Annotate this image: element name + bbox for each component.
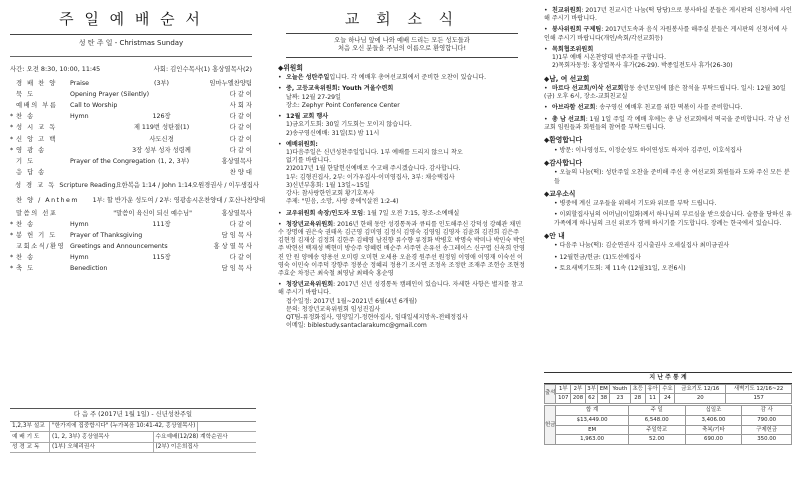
bullet-icon: • xyxy=(554,200,560,208)
bullet-icon: • xyxy=(544,115,548,123)
next-week-cell: "한가지에 집중합시다" (누가복음 10:41-42, 홍상열목사) xyxy=(50,422,198,432)
next-week-row xyxy=(10,443,256,454)
bullet-icon: • xyxy=(278,74,282,82)
worship-order-row xyxy=(10,112,252,123)
attendance-value: 28 xyxy=(630,394,645,404)
order-label: 응 답 송 xyxy=(16,168,46,176)
order-leader: 홍상열목사 xyxy=(221,157,252,165)
order-leader: 사 회 자 xyxy=(229,102,252,110)
worship-order-row xyxy=(10,208,252,219)
news-item-text: : 2017년도속과 음식 자원봉사를 해주실 분들은 게시판의 신청서에 사인해 주시기 바랍니다(개인/속회/각선교회등) xyxy=(544,26,788,42)
standing-mark: * xyxy=(10,221,14,229)
worship-order-column xyxy=(0,0,266,486)
bullet-icon: • xyxy=(544,45,548,53)
order-english: Greetings and Announcements xyxy=(70,243,168,251)
greeting-line-2: 처음 오신 분들을 주님의 이름으로 환영합니다! xyxy=(337,45,467,53)
attendance-value: 24 xyxy=(660,394,675,404)
order-english: Call to Worship xyxy=(70,102,118,110)
order-detail: 3장 성부 성자 성령께 xyxy=(132,146,191,154)
welcome-greeting xyxy=(286,33,518,58)
next-week-cell: 성 경 교 독 xyxy=(10,443,50,453)
welcome-heading: ◆환영합니다 xyxy=(544,136,583,145)
offering-value: 690.00 xyxy=(685,435,742,445)
order-detail: (1, 2, 3부) xyxy=(158,157,190,165)
news-item xyxy=(544,7,792,23)
welcome-visitors: • 방문: 이나영성도, 이정순성도 하이연성도 하지아 김주민, 이호석집사 xyxy=(554,146,742,154)
worship-order-row xyxy=(10,90,252,101)
last-week-stats xyxy=(544,372,792,445)
attendance-header: 새벽기도 12/16~22 xyxy=(726,384,792,394)
news-item xyxy=(278,210,526,218)
news-item xyxy=(544,85,792,101)
bullet-icon: • xyxy=(278,113,282,121)
order-label: 경 배 찬 양 xyxy=(16,80,57,88)
news-item xyxy=(278,85,526,110)
offering-header: 축복/기타 xyxy=(685,425,742,435)
offering-value: 350.00 xyxy=(742,435,792,445)
news-item xyxy=(544,116,792,132)
order-detail: 126장 xyxy=(152,113,171,121)
member-news-item xyxy=(544,200,792,208)
order-leader: 오원경권사 / 이두생집사 xyxy=(192,181,259,189)
offering-header: 주 일 xyxy=(628,406,685,416)
news-item-subline: 1)다음주일은 신년성찬주일입니다. 1부 예배를 드리지 않으니 착오 xyxy=(286,148,463,156)
mission-news-list xyxy=(544,85,792,132)
order-leader: 다 같 이 xyxy=(229,146,252,154)
order-leader: 찬 양 대 xyxy=(229,168,252,176)
news-item-label: 마르다 선교회/이삭 선교회 xyxy=(552,85,624,93)
thanks-text: • 오늘의 나눔(떡): 성탄주일 오찬을 준비해 주신 총 여선교회 회원들과 도와 주신 모든 분들 xyxy=(554,169,790,185)
bullet-icon: • xyxy=(278,85,282,93)
news-item-subline: 1부: 김형진집사, 2부: 이가우집사·이미영집사, 3부: 채승택집사 xyxy=(286,173,455,181)
news-item-text: : 1월 7일 오전 7:15, 창조-소예배실 xyxy=(363,209,460,217)
next-week-cell: (1, 2, 3부) 홍상열목사 xyxy=(50,432,154,442)
attendance-value: 208 xyxy=(571,394,586,404)
news-item-subline: 2)송구영신예배: 31일(토) 밤 11시 xyxy=(286,129,380,137)
order-english: Hymn xyxy=(70,221,89,229)
member-news-heading: ◆교우소식 xyxy=(544,189,576,198)
attendance-value: 20 xyxy=(675,394,726,404)
attendance-header: 수요 xyxy=(660,384,675,394)
order-label: 성 시 교 독 xyxy=(16,124,57,132)
guide-item xyxy=(544,265,792,273)
member-news-item-text: 병중에 계신 교우들을 위해서 기도와 위로를 부탁 드립니다. xyxy=(559,200,717,208)
attendance-value: 23 xyxy=(610,394,631,404)
news-item-subline: 날짜: 12월 27-29일 xyxy=(286,93,341,101)
news-item-text: 합동 송년모임에 많은 참석을 부탁드립니다. 일시: 12월 30일(금) 오후 6시, 장소-교회친교실 xyxy=(544,85,786,101)
order-english: Scripture Reading xyxy=(59,181,116,189)
order-english: Praise xyxy=(70,80,90,88)
worship-order-row xyxy=(10,178,259,193)
attendance-header: 2부 xyxy=(571,384,586,394)
bullet-icon: • xyxy=(554,253,560,261)
news-item-label: 예배위원회: xyxy=(286,140,318,148)
next-week-cell: 수요예배(12/28) 계학순권사 xyxy=(155,433,228,440)
news-item-text: 입니다. 각 예배후 총여선교회에서 준비한 오찬이 있습니다. xyxy=(329,74,487,82)
attendance-value: 107 xyxy=(556,394,571,404)
order-detail: 요한복음 1:14 / John 1:14 xyxy=(115,181,192,189)
mission-heading: ◆남, 여 선교회 xyxy=(544,74,590,83)
order-leader: 시온찬양대 / 호산나찬양대 xyxy=(192,196,266,204)
order-leader: 다 같 이 xyxy=(229,135,252,143)
offering-header: 구제헌금 xyxy=(742,425,792,435)
news-item xyxy=(278,74,526,82)
next-week-row xyxy=(10,432,256,443)
offering-header: 십일조 xyxy=(685,406,742,416)
worship-order-row xyxy=(10,264,252,275)
order-leader: 다 같 이 xyxy=(229,221,252,229)
guide-heading: ◆안 내 xyxy=(544,231,565,240)
offering-value: 1,963.00 xyxy=(556,435,628,445)
committee-news-continued xyxy=(544,7,792,71)
offering-header: 주일학교 xyxy=(628,425,685,435)
order-english: Opening Prayer (Silently) xyxy=(70,91,150,99)
attendance-header: 초등 xyxy=(630,384,645,394)
next-week-row xyxy=(10,422,256,433)
service-time-row xyxy=(10,65,252,73)
order-leader: 다 같 이 xyxy=(229,254,252,262)
bullet-icon: • xyxy=(544,104,548,112)
order-label: 신 앙 고 백 xyxy=(16,135,57,143)
order-detail: 사도신경 xyxy=(149,135,174,143)
attendance-value: 62 xyxy=(585,394,598,404)
news-item xyxy=(278,141,526,207)
standing-mark: * xyxy=(10,146,14,154)
offering-value: $13,449.00 xyxy=(556,415,628,425)
order-label: 성 경 교 독 xyxy=(14,181,56,189)
worship-order-row xyxy=(10,193,266,208)
worship-order-title: 주 일 예 배 순 서 xyxy=(59,10,203,28)
news-item-text: : 2017년 친교시간 나눔(떡 당당)으로 봉사하실 분들은 게시판의 신청서에 사인해 주시기 바랍니다. xyxy=(544,7,792,23)
attendance-header: 1부 xyxy=(556,384,571,394)
order-label: 묵 도 xyxy=(16,91,35,99)
attendance-header: EM xyxy=(598,384,610,394)
committee-heading: ◆위원회 xyxy=(278,63,303,72)
order-detail: 115장 xyxy=(152,254,171,262)
greeting-line-1: 오늘 하나님 앞에 나와 예배 드리는 모든 성도들과 xyxy=(334,36,470,44)
guide-item-text: 다음주 나눔(떡): 김순연권사 김시출권사 오세실집사 최미금권사 xyxy=(559,242,730,250)
worship-order-row xyxy=(10,219,252,230)
order-label: 교회소식/환영 xyxy=(16,243,66,251)
offering-value: 3,406.00 xyxy=(685,415,742,425)
news-item-subline: 없기를 바랍니다. xyxy=(286,157,332,165)
offering-table xyxy=(544,405,792,445)
next-week-cell: 1,2,3부 설교 xyxy=(10,422,50,432)
bullet-icon: • xyxy=(554,242,560,250)
attendance-header: Youth xyxy=(610,384,631,394)
attendance-header: 유아 xyxy=(645,384,660,394)
news-item xyxy=(278,221,526,279)
next-week-heading: 다 음 주 (2017년 1월 1일) - 신년성찬주일 xyxy=(10,409,256,422)
bullet-icon: • xyxy=(544,7,548,14)
order-detail: 1부: 할 반가운 성도여 / 2부: 영광송 xyxy=(92,196,192,204)
order-leader: 다 같 이 xyxy=(229,124,252,132)
bullet-icon: • xyxy=(278,281,282,289)
worship-order-row xyxy=(10,101,252,112)
standing-mark: * xyxy=(10,113,14,121)
news-item-label: 총 남 선교회 xyxy=(552,115,586,123)
offering-value: 52.00 xyxy=(628,435,685,445)
bullet-icon: • xyxy=(544,26,548,34)
order-english: Prayer of the Congregation xyxy=(70,157,156,165)
news-item-label: 청장년교육위원회 xyxy=(286,220,334,228)
standing-mark: * xyxy=(10,232,14,240)
order-detail: "말씀이 육신이 되신 예수님" xyxy=(113,209,192,217)
news-item-label: 친교위원회 xyxy=(552,7,582,14)
subtitle-divider xyxy=(10,56,252,57)
next-week-cell: 예 배 기 도 xyxy=(10,432,50,442)
guide-item-text: 12월헌금/헌금: (1)도선예집사 xyxy=(559,253,641,261)
bullet-icon: • xyxy=(554,211,560,219)
worship-order-row xyxy=(10,253,252,264)
offering-header: 합 계 xyxy=(556,406,628,416)
order-label: 기 도 xyxy=(16,157,35,165)
news-item-subline: 문의: 청장년교육위원회 임성진집사 xyxy=(286,305,381,313)
order-label: 예배의 부름 xyxy=(16,102,58,110)
next-week-cell: (2부) 이은희집사 xyxy=(155,444,199,451)
bullet-icon: • xyxy=(278,140,282,148)
attendance-label: 출석 xyxy=(545,384,556,404)
news-item xyxy=(278,281,526,330)
committee-news-list xyxy=(278,74,526,330)
bullet-icon: • xyxy=(278,220,282,228)
order-leader: 홍 상 열 목 사 xyxy=(213,243,252,251)
bullet-icon: • xyxy=(278,209,282,217)
bullet-icon: • xyxy=(544,85,548,93)
order-label: 봉 헌 기 도 xyxy=(16,232,57,240)
thanks-heading: ◆감사합니다 xyxy=(544,158,583,167)
guide-list xyxy=(544,242,792,273)
order-english: Prayer of Thanksgiving xyxy=(70,232,143,240)
news-item-label: 봉사위원회 구제팀 xyxy=(552,26,602,34)
offering-value: 790.00 xyxy=(742,415,792,425)
standing-mark: * xyxy=(10,135,14,143)
news-item-label: 중, 고등교육위원회: Youth 겨울수련회 xyxy=(286,85,394,93)
offering-header: EM xyxy=(556,425,628,435)
news-item-subline: 2)목회자동정: 홍상열목사 휴가(26-29). 박종일전도사 휴가(26-30) xyxy=(552,62,733,70)
service-times: 사간: 오전 8:30, 10:00, 11:45 xyxy=(10,64,101,73)
order-label: 말씀의 선포 xyxy=(16,209,58,217)
news-item-subline: 2)2017년 1월 한달헌신예배로 수고해 주시겠습니다. 감사합니다. xyxy=(286,165,461,173)
attendance-value: 157 xyxy=(726,394,792,404)
news-item-subline: 접수일정: 2017년 1월~2021년 6월(4년 6개월) xyxy=(286,297,417,305)
title-divider xyxy=(10,34,252,35)
order-label: 찬 송 xyxy=(16,221,35,229)
member-news-item xyxy=(544,211,792,227)
next-week-cell xyxy=(198,422,256,432)
order-detail: (3부) xyxy=(153,80,169,88)
church-news-continued-column xyxy=(538,0,796,486)
order-english: Benediction xyxy=(70,265,108,273)
offering-value: 6,548.00 xyxy=(628,415,685,425)
worship-order-row xyxy=(10,134,252,145)
order-label: 찬 양 / Anthem xyxy=(16,196,80,204)
news-item-subline: 1)1부 예배 시온찬양대 반주자를 구합니다. xyxy=(552,54,667,62)
church-news-title: 교 회 소 식 xyxy=(344,10,460,28)
news-item-subline: 1)금요기도회: 30일 기도회는 모이지 않습니다. xyxy=(286,121,412,129)
news-item xyxy=(544,26,792,42)
worship-order-row xyxy=(10,145,252,156)
next-week-box xyxy=(10,408,256,453)
member-news-item-text: 이외할집사님의 어머님(이일화)께서 하나님의 부르심을 받으셨습니다. 슬픔을 당하신 유가족에게 하나님의 크신 위로가 함께 하시기를 기도합니다. 장례는 한국에서 있습니다. xyxy=(554,211,792,227)
offering-label: 헌금 xyxy=(545,406,556,445)
attendance-table xyxy=(544,384,792,405)
news-item-text: : 송구영신 예배후 친교를 위한 떡볶이 사를 준비합니다. xyxy=(595,104,743,112)
news-item-label: 12월 교회 행사 xyxy=(286,113,329,121)
order-label: 찬 송 xyxy=(16,113,35,121)
news-item xyxy=(278,113,526,138)
worship-order-row xyxy=(10,167,252,178)
attendance-value: 11 xyxy=(645,394,660,404)
news-item-label: 청장년교육위원회 xyxy=(286,281,334,289)
sunday-subtitle: 성 탄 주 일 - Christmas Sunday xyxy=(78,38,184,47)
worship-order-row xyxy=(10,231,252,242)
news-item-subline: 이메일: biblestudy.santaclarakumc@gmail.com xyxy=(286,322,427,330)
news-item-text: : 2017년 신년 성경통독 캠페인이 있습니다. 자세한 사항은 별지를 참고해 주시기 바랍니다. xyxy=(278,281,524,297)
order-english: Hymn xyxy=(70,254,89,262)
stats-heading: 지 난 주 통 계 xyxy=(544,372,792,384)
news-item-label: 아브라함 선교회 xyxy=(552,104,596,112)
offering-header: 감 사 xyxy=(742,406,792,416)
standing-mark: * xyxy=(10,265,14,273)
service-officiant: 사회: 김인수목사(1) 홍상열목사(2) xyxy=(153,64,252,73)
guide-item xyxy=(544,254,792,262)
news-item-text: : 1월 1일 주일 각 예배 후에는 총 남 선교회에서 떡국을 준비합니다. 각 남 선교회 임원들과 회원들의 참여를 부탁드립니다. xyxy=(544,115,790,131)
news-item xyxy=(544,46,792,71)
news-item-subline: 주제: "믿음, 소망, 사랑 중에"(살전 1:2-4) xyxy=(286,198,399,206)
next-week-cell: (1부) 오혜리권사 xyxy=(50,443,154,453)
news-item-subline: 강사: 참사랑한인교회 황기호목사 xyxy=(286,190,375,198)
order-english: Hymn xyxy=(70,113,89,121)
order-leader: 홍상열목사 xyxy=(221,209,252,217)
order-label: 찬 송 xyxy=(16,254,35,262)
member-news-list xyxy=(544,200,792,228)
order-leader: 다 같 이 xyxy=(229,113,252,121)
news-item-subline: 장소: Zephyr Point Conference Center xyxy=(286,101,400,109)
attendance-header: 금요기도 12/16 xyxy=(675,384,726,394)
standing-mark: * xyxy=(10,124,14,132)
standing-mark: * xyxy=(10,254,14,262)
attendance-value: 38 xyxy=(598,394,610,404)
worship-order-list xyxy=(10,79,266,275)
bullet-icon: • xyxy=(554,264,560,272)
news-item-label: 오늘은 성탄주일 xyxy=(286,74,330,82)
news-item-subline: QT팀-류정화집사, 영양일기-정현아집사, 임대일세지망옥-전혜정집사 xyxy=(286,314,468,322)
church-news-column xyxy=(272,0,530,486)
worship-order-row xyxy=(10,79,252,90)
order-detail: 111장 xyxy=(152,221,171,229)
worship-order-row xyxy=(10,242,252,253)
news-item-label: 목회협조위원회 xyxy=(552,45,594,53)
order-leader: 다 같 이 xyxy=(229,91,252,99)
order-leader: 담 임 목 사 xyxy=(221,265,252,273)
worship-order-row xyxy=(10,123,252,134)
order-label: 축 도 xyxy=(16,265,35,273)
news-item-subline: 3)신년부흥회: 1월 13일~15일 xyxy=(286,181,370,189)
order-leader: 임마누엘찬양팀 xyxy=(209,80,252,88)
order-detail: 제 119번 성탄절(1) xyxy=(133,124,190,132)
worship-order-row xyxy=(10,156,252,167)
news-item xyxy=(544,104,792,112)
order-label: 영 광 송 xyxy=(16,146,46,154)
guide-item-text: 토요새벽기도회: 제 11속 (12월31일, 오전6시) xyxy=(559,264,686,272)
order-leader: 담 임 목 사 xyxy=(221,232,252,240)
news-item-text: : 2016년 한해 동안 성경통독과 큐티를 인도해주신 강덕성 강혜관 채민수 장명애 권은숙 권태옥 김근영 김미영 김정식 김영숙 김영임 김영자 김윤희 김진희 김은주 김현정 김재상 김정희 김한주 김혜영 남진향 류수향 류정화 박병호 박명숙 박미나 박민숙 박인주 박현선 백재성 백현미 방승주 양혜련 배순주 서주연 손유선 송그레이스 신구엽 신옥희 안영진 안 원 양예송 양용선 오미령 오미현 오세용 오윤경 원주선 원정임 이영애 이영재 이숙선 이영숙 이민숙 이주덕 장향주 정봉순 정혜리 정용기 조시연 조정옥 조정란 조재주 조헌승 조현정 주효순 차정근 최숙철 최영남 최혜숙 홍순영 xyxy=(278,220,525,278)
news-item-label: 교우위원회 속장/인도자 모임 xyxy=(286,209,364,217)
guide-item xyxy=(544,242,792,250)
attendance-header: 3부 xyxy=(585,384,598,394)
